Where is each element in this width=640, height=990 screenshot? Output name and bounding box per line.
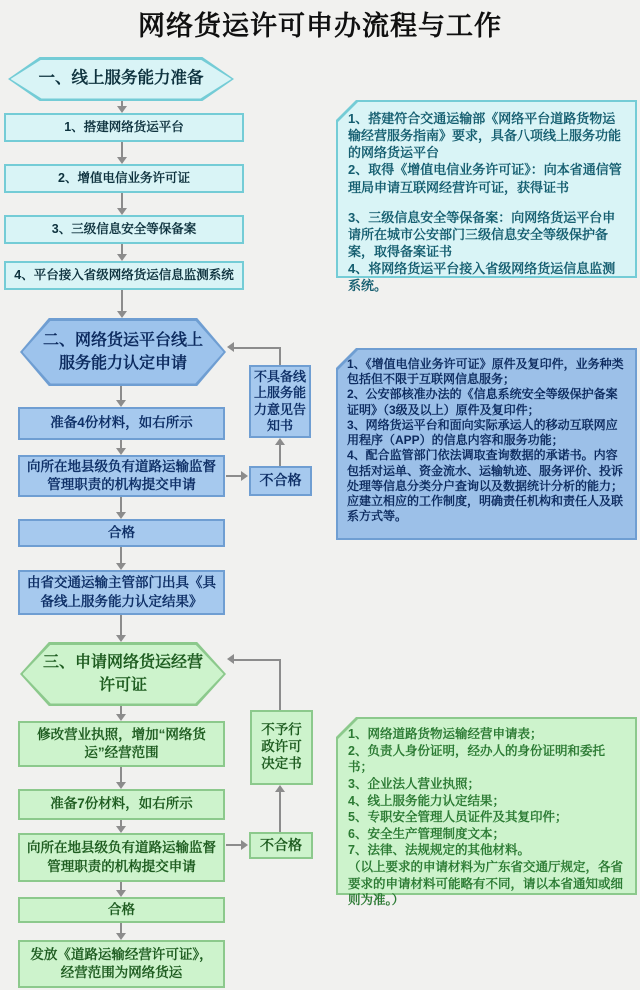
connector-line	[279, 660, 281, 710]
connector-line	[121, 193, 123, 208]
panel-paragraph: 3、企业法人营业执照；	[348, 776, 480, 791]
panel-paragraph: 3、三级信息安全等保备案：向网络货运平台申请所在城市公安部门三级信息安全等级保护备案，取得备案证书	[348, 209, 616, 260]
arrow-right-icon	[241, 471, 248, 481]
panel-paragraph: 7、法律、法规规定的其他材料。	[348, 843, 530, 858]
stage1-step-1: 1、搭建网络货运平台	[4, 113, 244, 142]
connector-line	[234, 347, 281, 349]
stage2-hexagon-label-line2: 服务能力认定申请	[58, 355, 187, 372]
connector-line	[226, 844, 241, 846]
connector-line	[234, 659, 281, 661]
arrow-down-icon	[116, 635, 126, 642]
stage2-hexagon-label-line1: 二、网络货运平台线上	[42, 331, 203, 349]
connector-line	[120, 923, 122, 933]
panel-paragraph: 3、网络货运平台和面向实际承运人的移动互联网应用程序（APP）的信息内容和服务功能；	[347, 417, 618, 448]
stage3-step-4: 合格	[18, 897, 225, 923]
stage1-step-3: 3、三级信息安全等保备案	[4, 215, 244, 244]
connector-line	[279, 348, 281, 365]
stage3-fail-box: 不合格	[249, 832, 313, 859]
arrow-down-icon	[116, 782, 126, 789]
arrow-up-icon	[275, 438, 285, 445]
stage1-step-4: 4、平台接入省级网络货运信息监测系统	[4, 261, 244, 290]
connector-line	[120, 615, 122, 635]
panel-paragraph: （以上要求的申请材料为广东省交通厅规定，各省要求的申请材料可能略有不同，请以本省通知或细则为准。）	[348, 860, 624, 908]
stage1-hexagon-label: 一、线上服务能力准备	[38, 69, 204, 88]
stage3-step-3: 向所在地县级负有道路运输监督管理职责的机构提交申请	[18, 833, 225, 882]
stage2-materials-panel	[336, 348, 637, 540]
stage2-step-4: 由省交通运输主管部门出具《具备线上服务能力认定结果》	[18, 570, 225, 615]
connector-line	[279, 792, 281, 832]
stage2-step-3: 合格	[18, 519, 225, 547]
connector-line	[120, 706, 122, 714]
arrow-down-icon	[117, 254, 127, 261]
panel-paragraph: 1、搭建符合交通运输部《网络平台道路货物运输经营服务指南》要求，具备八项线上服务功能的网络货运平台	[348, 111, 622, 161]
panel-paragraph: 6、安全生产管理制度文本；	[348, 826, 505, 841]
connector-line	[120, 440, 122, 448]
connector-line	[120, 882, 122, 890]
stage3-hexagon-label-line2: 许可证	[98, 677, 147, 694]
connector-line	[121, 244, 123, 254]
connector-line	[120, 767, 122, 782]
stage1-materials-panel	[336, 100, 637, 294]
stage3-step-2: 准备7份材料，如右所示	[18, 789, 225, 820]
arrow-down-icon	[116, 563, 126, 570]
arrow-down-icon	[116, 933, 126, 940]
page-title: 网络货运许可申办流程与工作	[138, 11, 502, 41]
connector-line	[226, 475, 241, 477]
connector-line	[279, 445, 281, 466]
panel-paragraph: 1、网络道路货物运输经营申请表；	[348, 727, 543, 741]
connector-line	[120, 497, 122, 512]
stage3-hexagon	[20, 642, 226, 706]
panel-paragraph: 4、线上服务能力认定结果；	[348, 793, 505, 808]
connector-line	[121, 142, 123, 157]
panel-paragraph: 2、取得《增值电信业务许可证》：向本省通信管理局申请互联网经营许可证，获得证书	[348, 162, 622, 195]
arrow-down-icon	[117, 208, 127, 215]
stage2-reject-notice-box: 不具备线上服务能力意见告知书	[249, 365, 311, 438]
stage3-step-5: 发放《道路运输经营许可证》，经营范围为网络货运	[18, 940, 225, 988]
connector-line	[120, 547, 122, 563]
panel-paragraph: 5、专职安全管理人员证件及其复印件；	[348, 810, 568, 825]
arrow-left-icon	[227, 342, 234, 352]
connector-line	[121, 290, 123, 311]
panel-paragraph: 2、公安部核准办法的《信息系统安全等级保护备案证明》（3级及以上）原件及复印件；	[347, 387, 618, 417]
arrow-up-icon	[275, 785, 285, 792]
panel-paragraph: 1、《增值电信业务许可证》原件及复印件，业务种类包括但不限于互联网信息服务；	[347, 357, 624, 387]
arrow-down-icon	[116, 826, 126, 833]
stage2-hexagon	[20, 318, 226, 386]
stage2-step-2: 向所在地县级负有道路运输监督管理职责的机构提交申请	[18, 455, 225, 497]
arrow-down-icon	[116, 714, 126, 721]
stage1-hexagon	[8, 57, 234, 101]
arrow-down-icon	[117, 311, 127, 318]
stage3-hexagon-label-line1: 三、申请网络货运经营	[42, 653, 203, 671]
panel-paragraph: 4、将网络货运平台接入省级网络货运信息监测系统。	[348, 261, 616, 294]
connector-line	[120, 386, 122, 400]
stage3-materials-panel	[336, 717, 637, 908]
arrow-down-icon	[117, 157, 127, 164]
panel-paragraph: 4、配合监管部门依法调取查询数据的承诺书。内容包括对运单、资金流水、运输轨迹、服务评价、投诉处理等信息分类分户查询以及数据统计分析的能力；应建立相应的工作制度，明确责任机构和责任人及联系方式等。	[347, 448, 624, 524]
arrow-down-icon	[116, 512, 126, 519]
stage3-step-1: 修改营业执照，增加“网络货运”经营范围	[18, 721, 225, 767]
arrow-down-icon	[116, 400, 126, 407]
arrow-left-icon	[227, 654, 234, 664]
panel-paragraph: 2、负责人身份证明，经办人的身份证明和委托书；	[348, 743, 605, 775]
stage1-step-2: 2、增值电信业务许可证	[4, 164, 244, 193]
arrow-right-icon	[241, 840, 248, 850]
arrow-down-icon	[116, 890, 126, 897]
stage2-fail-box: 不合格	[249, 466, 312, 496]
stage3-reject-notice-box: 不予行政许可决定书	[250, 710, 313, 785]
stage2-step-1: 准备4份材料，如右所示	[18, 407, 225, 440]
arrow-down-icon	[117, 106, 127, 113]
arrow-down-icon	[116, 448, 126, 455]
